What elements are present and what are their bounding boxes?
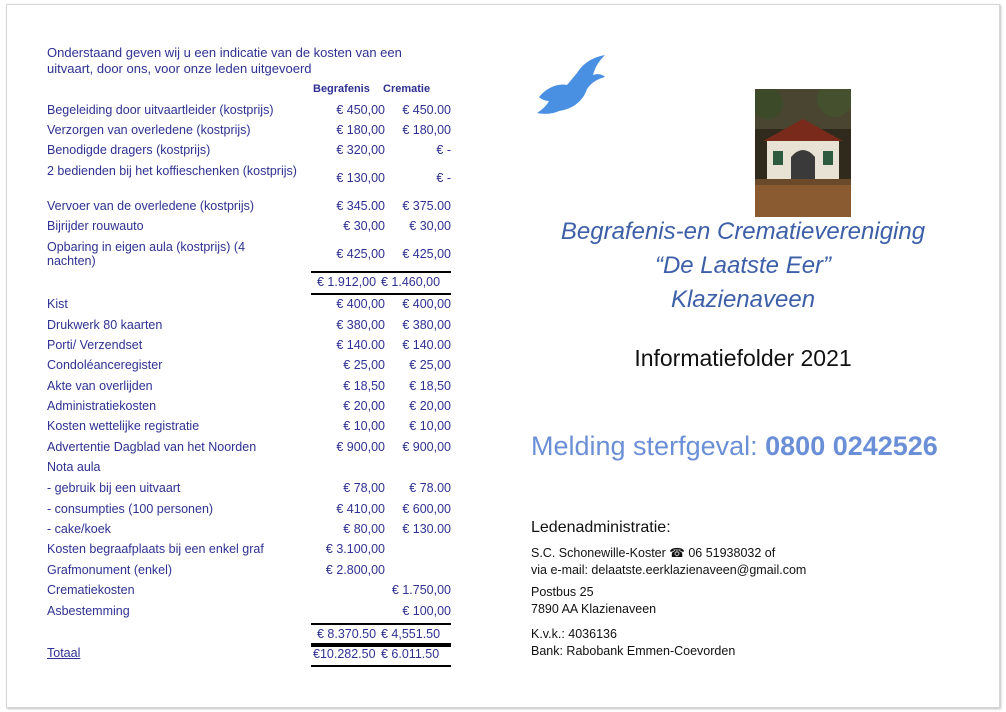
folder-title: Informatiefolder 2021 — [634, 345, 852, 371]
row-crematie-value: € 25,00 — [409, 358, 451, 372]
row-label: 2 bedienden bij het koffieschenken (kostprijs) — [47, 164, 297, 178]
row-crematie-value: € 20,00 — [409, 399, 451, 413]
folder-page — [6, 4, 1000, 708]
row-label: Administratiekosten — [47, 399, 157, 413]
row-label: Advertentie Dagblad van het Noorden — [47, 440, 257, 454]
subtotal-1 — [311, 271, 451, 295]
subtotal-1-begrafenis: € 1.912,00 — [317, 275, 377, 289]
row-label: Opbaring in eigen aula (kostprijs) (4 nachten) — [47, 240, 246, 268]
total-begrafenis: €10.282.50 — [313, 647, 376, 661]
row-label: Asbestemming — [47, 604, 130, 618]
row-begrafenis-value: € 80,00 — [343, 522, 385, 536]
contact-line — [531, 545, 775, 560]
row-label: - gebruik bij een uitvaart — [47, 481, 181, 495]
row-begrafenis-value: € 425,00 — [336, 247, 385, 261]
melding-phone[interactable]: 0800 0242526 — [765, 431, 938, 461]
row-begrafenis-value: € 10,00 — [343, 419, 385, 433]
melding-label: Melding sterfgeval: — [531, 431, 758, 461]
total-label[interactable]: Totaal — [47, 646, 81, 660]
row-begrafenis-value: € 380,00 — [336, 318, 385, 332]
row-begrafenis-value: € 180,00 — [336, 123, 385, 137]
row-crematie-value: € - — [436, 143, 451, 157]
row-label: Verzorgen van overledene (kostprijs) — [47, 123, 251, 137]
row-begrafenis-value: € 78,00 — [343, 481, 385, 495]
row-crematie-value: € 600,00 — [402, 502, 451, 516]
row-crematie-value: € 130.00 — [402, 522, 451, 536]
postcode-city: 7890 AA Klazienaveen — [531, 602, 657, 616]
row-crematie-value: € 450.00 — [402, 103, 451, 117]
row-label: Condoléanceregister — [47, 358, 163, 372]
row-crematie-value: € 18,50 — [409, 379, 451, 393]
subtotal-2-crematie: € 4,551.50 — [381, 627, 441, 641]
row-label: Drukwerk 80 kaarten — [47, 318, 163, 332]
org-line-1: Begrafenis-en Crematievereniging — [560, 218, 926, 245]
subtotal-1-crematie: € 1.460,00 — [381, 275, 441, 289]
row-crematie-value: € 375.00 — [402, 199, 451, 213]
row-begrafenis-value: € 450,00 — [336, 103, 385, 117]
subtotal-2-begrafenis: € 8.370.50 — [317, 627, 377, 641]
row-crematie-value: € 400,00 — [402, 297, 451, 311]
row-crematie-value: € - — [436, 171, 451, 185]
dove-icon — [533, 53, 609, 117]
contact-name: S.C. Schonewille-Koster — [531, 546, 666, 560]
row-begrafenis-value: € 140.00 — [336, 338, 385, 352]
total-crematie: € 6.011.50 — [381, 647, 440, 661]
row-begrafenis-value: € 25,00 — [343, 358, 385, 372]
row-begrafenis-value: € 2.800,00 — [325, 563, 385, 577]
row-begrafenis-value: € 20,00 — [343, 399, 385, 413]
row-begrafenis-value: € 320,00 — [336, 143, 385, 157]
row-label: - cake/koek — [47, 522, 111, 536]
column-header-begrafenis: Begrafenis — [313, 83, 370, 95]
row-begrafenis-value: € 400,00 — [336, 297, 385, 311]
row-begrafenis-value: € 900,00 — [336, 440, 385, 454]
column-header-crematie: Crematie — [383, 83, 431, 95]
total-values — [311, 643, 451, 667]
phone-icon: ☎ — [669, 546, 685, 560]
intro-text: Onderstaand geven wij u een indicatie van de kosten van een uitvaart, door ons, voor onze leden uitgevoerd — [47, 45, 402, 76]
row-crematie-value: € 100,00 — [402, 604, 451, 618]
postbus: Postbus 25 — [531, 585, 594, 599]
ledenadministratie-heading: Ledenadministratie: — [531, 519, 671, 536]
row-begrafenis-value: € 410,00 — [336, 502, 385, 516]
row-label: Benodigde dragers (kostprijs) — [47, 143, 211, 157]
row-label: Kist — [47, 297, 68, 311]
row-crematie-value: € 78.00 — [409, 481, 451, 495]
row-begrafenis-value: € 3.100,00 — [325, 542, 385, 556]
row-label: Porti/ Verzendset — [47, 338, 143, 352]
row-begrafenis-value: € 18,50 — [343, 379, 385, 393]
melding-sterfgeval — [531, 431, 938, 462]
row-label: Begeleiding door uitvaartleider (kostprijs) — [47, 103, 274, 117]
row-crematie-value: € 425,00 — [402, 247, 451, 261]
bank-info: Bank: Rabobank Emmen-Coevorden — [531, 644, 736, 658]
row-label: - consumpties (100 personen) — [47, 502, 214, 516]
row-crematie-value: € 900,00 — [402, 440, 451, 454]
building-photo — [755, 89, 851, 217]
row-crematie-value: € 180,00 — [402, 123, 451, 137]
row-begrafenis-value: € 30,00 — [343, 219, 385, 233]
row-crematie-value: € 140.00 — [402, 338, 451, 352]
row-label: Akte van overlijden — [47, 379, 153, 393]
row-label: Vervoer van de overledene (kostprijs) — [47, 199, 255, 213]
kvk-number: K.v.k.: 4036136 — [531, 627, 617, 641]
row-begrafenis-value: € 345.00 — [336, 199, 385, 213]
row-label: Nota aula — [47, 460, 101, 474]
row-crematie-value: € 1.750,00 — [391, 583, 451, 597]
organization-name — [543, 215, 943, 317]
row-crematie-value: € 10,00 — [409, 419, 451, 433]
org-line-2: “De Laatste Eer” — [654, 252, 832, 279]
contact-email[interactable]: via e-mail: delaatste.eerklazienaveen@gmail.com — [531, 563, 807, 577]
row-crematie-value: € 380,00 — [402, 318, 451, 332]
row-label: Crematiekosten — [47, 583, 135, 597]
row-label: Kosten begraafplaats bij een enkel graf — [47, 542, 264, 556]
row-crematie-value: € 30,00 — [409, 219, 451, 233]
org-line-3: Klazienaveen — [670, 286, 816, 313]
contact-phone[interactable]: 06 51938032 of — [688, 546, 776, 560]
row-label: Grafmonument (enkel) — [47, 563, 173, 577]
row-label: Bijrijder rouwauto — [47, 219, 144, 233]
row-begrafenis-value: € 130,00 — [336, 171, 385, 185]
row-label: Kosten wettelijke registratie — [47, 419, 200, 433]
